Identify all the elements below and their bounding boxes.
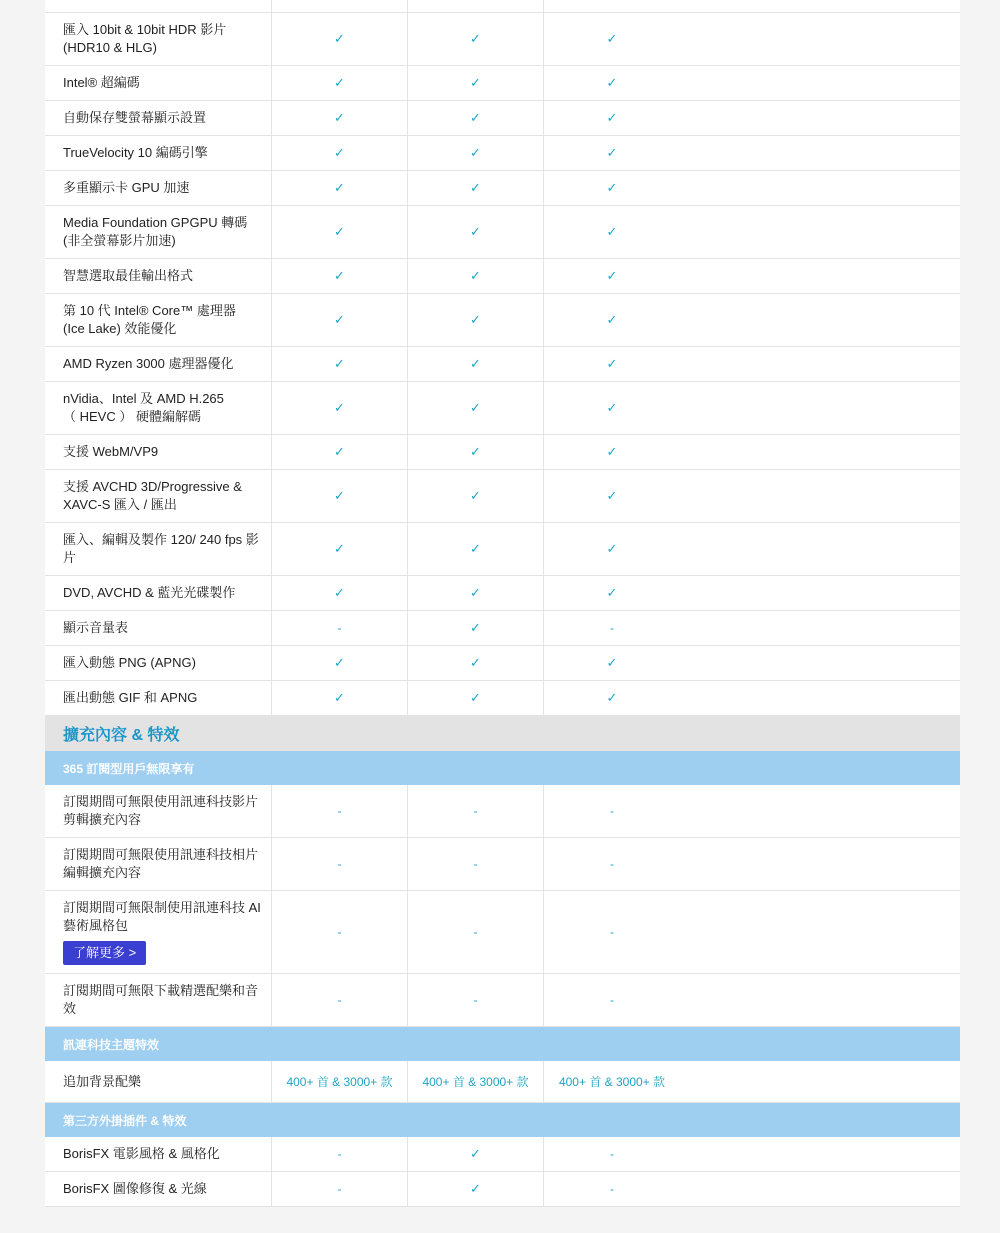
value-cell: [272, 838, 408, 890]
value-cell: [408, 1137, 544, 1171]
check-mark-icon: ✓: [334, 356, 345, 371]
value-cell: [544, 470, 680, 522]
feature-label: [45, 1137, 272, 1171]
subsection-header-365: 365 訂閱型用戶無限享有: [45, 751, 960, 785]
feature-label-line1: 訂閱期間可無限使用訊連科技相片: [63, 847, 259, 862]
check-mark-icon: ✓: [606, 690, 618, 705]
value-cell: [272, 681, 408, 715]
table-row-music-download: [45, 974, 960, 1027]
value-cell: [544, 1172, 680, 1206]
table-row: [45, 259, 960, 294]
table-row: [45, 681, 960, 716]
value-cell: [408, 611, 544, 645]
value-cell: [408, 382, 544, 434]
check-mark-icon: ✓: [606, 268, 618, 283]
value-cell: [272, 611, 408, 645]
feature-label: [45, 523, 272, 575]
value-cell: [408, 470, 544, 522]
check-mark-icon: ✓: [470, 180, 481, 195]
value-cell: [544, 838, 680, 890]
feature-label-line2: 效: [63, 1001, 77, 1016]
check-mark-icon: ✓: [606, 541, 618, 556]
value-cell: [408, 259, 544, 293]
check-mark-icon: ✓: [470, 268, 481, 283]
feature-label: [45, 347, 272, 381]
value-cell: [272, 171, 408, 205]
check-mark-icon: ✓: [470, 444, 481, 459]
table-row: [45, 1172, 960, 1207]
table-row: [45, 785, 960, 838]
check-mark-icon: ✓: [334, 180, 345, 195]
value-cell: [544, 259, 680, 293]
table-row: [45, 646, 960, 681]
value-cell: [544, 681, 680, 715]
check-mark-icon: ✓: [334, 541, 345, 556]
feature-label: [45, 13, 272, 65]
check-mark-icon: ✓: [470, 145, 481, 160]
value-cell: [408, 576, 544, 610]
check-mark-icon: ✓: [470, 1181, 481, 1196]
table-row: [45, 136, 960, 171]
value-cell: [408, 523, 544, 575]
feature-label: [45, 101, 272, 135]
value-cell: [272, 101, 408, 135]
feature-label-line1: 支援 WebM/VP9: [63, 444, 159, 459]
plugin-rows-group: [45, 1137, 960, 1207]
value-cell: [408, 891, 544, 973]
feature-label-line1: 訂閱期間可無限下載精選配樂和音: [63, 983, 259, 998]
table-row: [45, 611, 960, 646]
feature-label-line1: DVD, AVCHD & 藍光光碟製作: [63, 585, 236, 600]
check-mark-icon: ✓: [334, 444, 345, 459]
value-cell: [272, 576, 408, 610]
check-mark-icon: ✓: [334, 31, 345, 46]
value-cell: [408, 435, 544, 469]
feature-label-line1: BorisFX 電影風格 & 風格化: [63, 1146, 220, 1161]
check-mark-icon: ✓: [606, 110, 618, 125]
value-cell: [272, 347, 408, 381]
check-mark-icon: ✓: [606, 488, 618, 503]
feature-label-line2: （ HEVC ） 硬體編解碼: [63, 409, 201, 424]
table-row: [45, 347, 960, 382]
value-cell: [408, 838, 544, 890]
check-mark-icon: ✓: [470, 488, 481, 503]
value-cell: [408, 347, 544, 381]
check-mark-icon: ✓: [606, 312, 618, 327]
check-mark-icon: ✓: [470, 1146, 481, 1161]
dash-mark: -: [610, 804, 614, 818]
check-mark-icon: ✓: [606, 585, 618, 600]
value-cell: [544, 646, 680, 680]
value-cell: [408, 13, 544, 65]
dash-mark: -: [337, 857, 342, 871]
feature-rows-group: [45, 13, 960, 716]
check-mark-icon: ✓: [334, 268, 345, 283]
table-row: [45, 382, 960, 435]
check-mark-icon: ✓: [606, 356, 618, 371]
section-header-extensions: 擴充內容 & 特效: [45, 716, 960, 751]
check-mark-icon: ✓: [470, 224, 481, 239]
value-cell: [272, 66, 408, 100]
value-cell: [408, 101, 544, 135]
value-cell: [272, 891, 408, 973]
subsection-header-themes: 訊連科技主題特效: [45, 1027, 960, 1061]
table-row: [45, 838, 960, 891]
value-cell: [272, 435, 408, 469]
check-mark-icon: ✓: [606, 75, 618, 90]
feature-label-line2: XAVC-S 匯入 / 匯出: [63, 497, 177, 512]
dash-mark: -: [337, 993, 342, 1007]
check-mark-icon: ✓: [470, 620, 481, 635]
value-cell: [272, 646, 408, 680]
dash-mark: -: [473, 804, 478, 818]
feature-label-line1: BorisFX 圖像修復 & 光線: [63, 1181, 207, 1196]
value-cell: [408, 646, 544, 680]
feature-label: [45, 470, 272, 522]
feature-label: [45, 136, 272, 170]
value-cell: [408, 974, 544, 1026]
value-cell: [544, 101, 680, 135]
value-cell: [544, 347, 680, 381]
feature-label-line1: 訂閱期間可無限使用訊連科技影片: [63, 794, 259, 809]
check-mark-icon: ✓: [470, 312, 481, 327]
feature-label-line2: 編輯擴充內容: [63, 865, 142, 880]
check-mark-icon: ✓: [606, 31, 618, 46]
check-mark-icon: ✓: [334, 488, 345, 503]
value-cell: [408, 171, 544, 205]
value-cell: [544, 891, 680, 973]
value-cell: [544, 206, 680, 258]
feature-label-line1: 匯入動態 PNG (APNG): [63, 655, 196, 670]
value-cell: [544, 294, 680, 346]
feature-label-line1: Intel® 超編碼: [63, 75, 140, 90]
value-cell: [408, 66, 544, 100]
dash-mark: -: [473, 993, 478, 1007]
feature-label-line1: 追加背景配樂: [63, 1073, 142, 1089]
value-cell: [272, 259, 408, 293]
feature-label-line1: 匯出動態 GIF 和 APNG: [63, 690, 198, 705]
feature-label-line2: 藝術風格包: [63, 918, 129, 933]
feature-label: [45, 259, 272, 293]
feature-label: [45, 0, 272, 12]
check-mark-icon: ✓: [334, 75, 345, 90]
value-cell: [544, 974, 680, 1026]
value-cell: [408, 1061, 544, 1102]
check-mark-icon: ✓: [470, 655, 481, 670]
feature-label: [45, 1172, 272, 1206]
feature-label-line1: Media Foundation GPGPU 轉碼: [63, 215, 248, 230]
check-mark-icon: ✓: [334, 655, 345, 670]
feature-label: [45, 294, 272, 346]
value-cell: [272, 523, 408, 575]
value-cell: [272, 206, 408, 258]
feature-label-line2: (Ice Lake) 效能優化: [63, 321, 177, 336]
feature-label-line1: nVidia、Intel 及 AMD H.265: [63, 391, 224, 406]
table-row: [45, 523, 960, 576]
feature-label-line1: 支援 AVCHD 3D/Progressive &: [63, 479, 242, 494]
table-row: [45, 13, 960, 66]
value-cell: [544, 435, 680, 469]
value-cell: [272, 974, 408, 1026]
table-row: [45, 1137, 960, 1172]
value-cell: [272, 470, 408, 522]
dash-mark: -: [337, 925, 342, 939]
feature-label-line2: 片: [63, 550, 77, 565]
dash-mark: -: [610, 857, 614, 871]
dash-mark: -: [610, 621, 614, 635]
music-count: 400+ 首 & 3000+ 款: [558, 1075, 666, 1089]
feature-label-line1: 智慧選取最佳輸出格式: [63, 268, 194, 283]
dash-mark: -: [610, 993, 614, 1007]
value-cell: [544, 576, 680, 610]
feature-label-line1: AMD Ryzen 3000 處理器優化: [63, 356, 234, 371]
feature-label: [45, 171, 272, 205]
value-cell: [408, 206, 544, 258]
feature-label: [45, 206, 272, 258]
value-cell: [408, 294, 544, 346]
table-row: [45, 66, 960, 101]
check-mark-icon: ✓: [470, 356, 481, 371]
value-cell: [544, 785, 680, 837]
feature-label-line1: 第 10 代 Intel® Core™ 處理器: [63, 303, 236, 318]
check-mark-icon: ✓: [470, 690, 481, 705]
table-row: [45, 294, 960, 347]
feature-label-line1: 顯示音量表: [63, 620, 129, 635]
check-mark-icon: ✓: [606, 145, 618, 160]
feature-label: [45, 681, 272, 715]
feature-label: [45, 838, 272, 890]
dash-mark: -: [610, 925, 614, 939]
check-mark-icon: ✓: [334, 110, 345, 125]
value-cell: [272, 785, 408, 837]
feature-label-line1: 匯入 10bit & 10bit HDR 影片: [63, 22, 227, 37]
value-cell: [544, 136, 680, 170]
check-mark-icon: ✓: [334, 312, 345, 327]
value-cell: [544, 382, 680, 434]
table-row-partial: [45, 0, 960, 13]
feature-label: [45, 646, 272, 680]
music-count: 400+ 首 & 3000+ 款: [286, 1075, 393, 1089]
table-row: [45, 206, 960, 259]
check-mark-icon: ✓: [606, 444, 618, 459]
feature-label: [45, 785, 272, 837]
check-mark-icon: ✓: [606, 224, 618, 239]
check-mark-icon: ✓: [470, 31, 481, 46]
table-row-bgm: [45, 1061, 960, 1103]
check-mark-icon: ✓: [334, 224, 345, 239]
check-mark-icon: ✓: [606, 400, 618, 415]
subsection-header-plugins: 第三方外掛插件 & 特效: [45, 1103, 960, 1137]
table-row: [45, 171, 960, 206]
dash-mark: -: [337, 1147, 342, 1161]
feature-label-line1: 多重顯示卡 GPU 加速: [63, 180, 190, 195]
check-mark-icon: ✓: [334, 400, 345, 415]
value-cell: [272, 1061, 408, 1102]
feature-label-line2: (HDR10 & HLG): [63, 40, 157, 55]
check-mark-icon: ✓: [334, 585, 345, 600]
check-mark-icon: ✓: [606, 655, 618, 670]
feature-label: [45, 974, 272, 1026]
value-cell: [544, 1061, 680, 1102]
learn-more-button[interactable]: 了解更多 >: [63, 941, 146, 965]
value-cell: [272, 13, 408, 65]
feature-label: [45, 382, 272, 434]
feature-label: [45, 576, 272, 610]
check-mark-icon: ✓: [470, 585, 481, 600]
table-row-ai-style: [45, 891, 960, 974]
value-cell: [408, 1172, 544, 1206]
table-row: [45, 101, 960, 136]
table-row: [45, 435, 960, 470]
check-mark-icon: ✓: [606, 180, 618, 195]
check-mark-icon: ✓: [470, 75, 481, 90]
value-cell: [544, 171, 680, 205]
value-cell: [272, 1172, 408, 1206]
check-mark-icon: ✓: [334, 145, 345, 160]
check-mark-icon: ✓: [470, 400, 481, 415]
feature-label-line2: 剪輯擴充內容: [63, 812, 142, 827]
music-count: 400+ 首 & 3000+ 款: [422, 1075, 529, 1089]
dash-mark: -: [337, 621, 342, 635]
feature-label: [45, 66, 272, 100]
feature-label-line1: 訂閱期間可無限制使用訊連科技 AI: [63, 900, 261, 915]
value-cell: [544, 523, 680, 575]
dash-mark: -: [610, 1147, 614, 1161]
value-cell: [408, 785, 544, 837]
check-mark-icon: ✓: [470, 541, 481, 556]
subscription-rows-group: [45, 785, 960, 891]
feature-label-line1: 匯入、編輯及製作 120/ 240 fps 影: [63, 532, 259, 547]
dash-mark: -: [337, 804, 342, 818]
value-cell: [544, 13, 680, 65]
value-cell: [544, 611, 680, 645]
dash-mark: -: [610, 1182, 614, 1196]
feature-label-line1: TrueVelocity 10 編碼引擎: [63, 145, 208, 160]
check-mark-icon: ✓: [470, 110, 481, 125]
value-cell: [408, 136, 544, 170]
value-cell: [272, 382, 408, 434]
value-cell: [272, 294, 408, 346]
feature-label: [45, 891, 272, 973]
feature-label: [45, 1061, 272, 1102]
feature-label: [45, 611, 272, 645]
table-row: [45, 576, 960, 611]
feature-label: [45, 435, 272, 469]
value-cell: [544, 66, 680, 100]
value-cell: [272, 136, 408, 170]
feature-label-line1: 自動保存雙螢幕顯示設置: [63, 110, 207, 125]
dash-mark: -: [337, 1182, 342, 1196]
value-cell: [272, 1137, 408, 1171]
value-cell: [544, 1137, 680, 1171]
feature-comparison-table: [45, 0, 960, 1207]
value-cell: [408, 681, 544, 715]
dash-mark: -: [473, 857, 478, 871]
feature-label-line2: (非全螢幕影片加速): [63, 233, 176, 248]
dash-mark: -: [473, 925, 478, 939]
table-row: [45, 470, 960, 523]
check-mark-icon: ✓: [334, 690, 345, 705]
